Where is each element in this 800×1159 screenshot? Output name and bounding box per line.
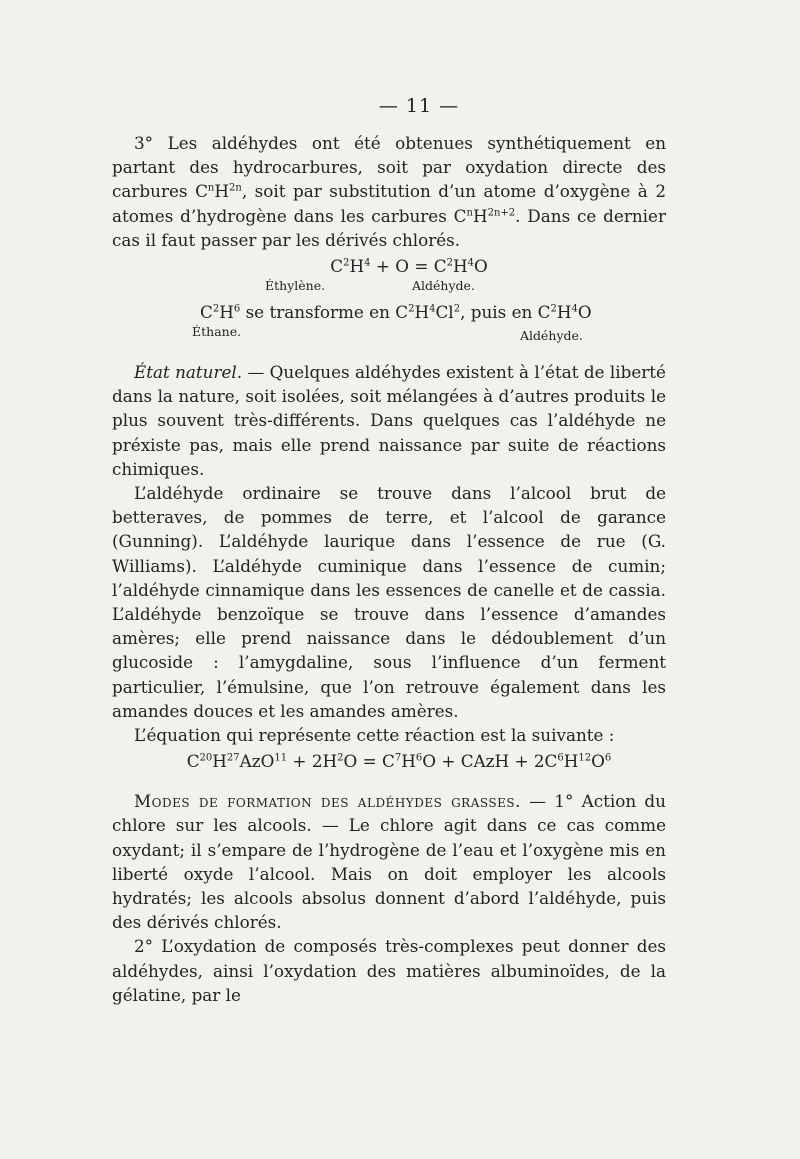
equation-ethylene-labels <box>112 278 666 298</box>
equation-amygdalin: $C^{20}H^{27}AzO^{11} + 2H^2O = C^7H^6O$ + CAzH + $2C^6H^{12}O^6$ <box>186 751 612 772</box>
equation-ethane-labels <box>112 324 666 344</box>
section-title-formation-modes: Modes de formation des aldéhydes grasses. <box>134 791 521 812</box>
label-ethylene: Éthylène. <box>265 278 326 294</box>
label-ethane: Éthane. <box>192 324 242 340</box>
paragraph-occurrence: L’aldéhyde ordinaire se trouve dans l’alcool brut de betteraves, de pommes de terre, et l’alcool de garance (Gunning). L’aldéhyde laurique dans l’essence de rue (G. Williams). L’aldéhyde cuminique dans l’essence de cumin; l’aldéhyde cinnamique dans les essences de canelle et de cassia. L’aldéhyde benzoïque se trouve dans l’essence d’amandes amères; elle prend naissance dans le dédoublement d’un glucoside : l’amygdaline, sous l’influence d’un ferment particulier, l’émulsine, que l’on retrouve également dans les amandes douces et les amandes amères. <box>112 483 666 721</box>
paragraph-natural-state: État naturel. — Quelques aldéhydes existent à l’état de liberté dans la nature, soit isolées, soit mélangées à d’autres produits le plus souvent très-différents. Dans quelques cas l’aldéhyde ne préxiste pas, mais elle prend naissance par suite de réactions chimiques. <box>112 362 666 479</box>
paragraph-oxidation: 2° L’oxydation de composés très-complexes peut donner des aldéhydes, ainsi l’oxydation des matières albuminoïdes, de la gélatine, par le <box>112 936 666 1005</box>
section-title-natural-state: État naturel. <box>134 362 243 383</box>
label-aldehyde-2: Aldéhyde. <box>520 328 583 344</box>
equation-ethylene: $C^2H^4 + O = C^2H^4O$ <box>330 256 488 277</box>
equation-ethane: $C^2H^6$ se transforme en $C^2H^4Cl^2$, puis en $C^2H^4O$ <box>200 302 592 323</box>
paragraph-equation-intro: L’équation qui représente cette réaction est la suivante : <box>134 725 615 746</box>
paragraph-formation-modes: Modes de formation des aldéhydes grasses. — 1° Action du chlore sur les alcools. — Le chlore agit dans ce cas comme oxydant; il s’empare de l’hydrogène de l’eau et l’oxygène mis en liberté oxyde l’alcool. Mais on doit employer les alcools hydratés; les alcools absolus donnent d’abord l’aldéhyde, puis des dérivés chlorés. <box>112 791 666 933</box>
page-number: — 11 — <box>378 95 460 117</box>
label-aldehyde-1: Aldéhyde. <box>412 278 475 294</box>
paragraph-synthesis: 3° Les aldéhydes ont été obtenues synthétiquement en partant des hydrocarbures, soit par oxydation directe des carbures $C^nH^{2n}$, soit par substitution d’un atome d’oxygène à 2 atomes d’hydrogène dans les carbures $C^nH^{2n+2}$. Dans ce dernier cas il faut passer par les dérivés chlorés. <box>112 133 666 250</box>
